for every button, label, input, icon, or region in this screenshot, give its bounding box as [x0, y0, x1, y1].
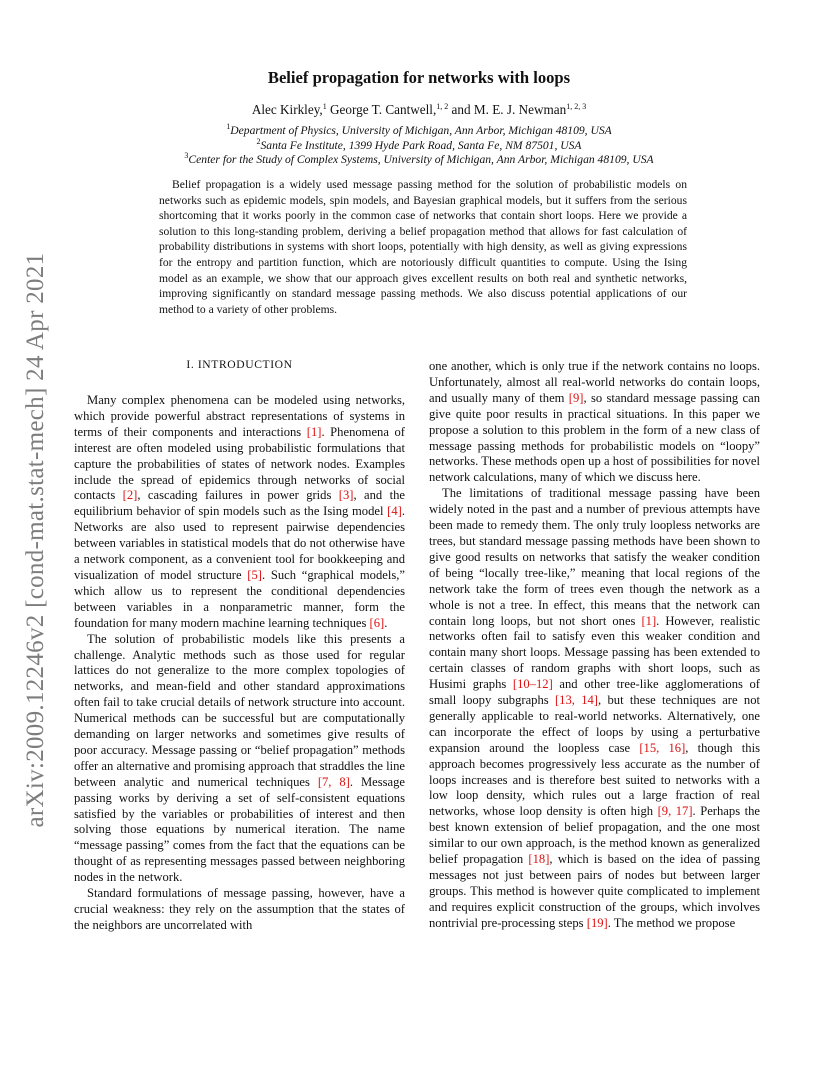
citation-link[interactable]: [18] — [528, 852, 550, 867]
affiliation-1: $^1$Department of Physics, University of Michigan, Ann Arbor, Michigan 48109, USA — [226, 122, 612, 137]
body-paragraph: one another, which is only true if the network contains no loops. Unfortunately, almost all real-world networks do contain loops, and usually many of them [9], so standard message passing can give quite poor results in practical situations. In this paper we propose a solution to this problem in the form of a new class of message passing methods for probabilistic models on “loopy” networks. These methods open up a host of possibilities for novel network calculations, many of which we discuss here. — [429, 359, 760, 485]
arxiv-stamp — [16, 230, 56, 850]
paper-title: Belief propagation for networks with loops — [267, 68, 571, 87]
citation-link[interactable]: [15, 16] — [639, 740, 686, 755]
abstract: Belief propagation is a widely used message passing method for the solution of probabilistic models on networks such as epidemic models, spin models, and Bayesian graphical models, but it suffers from the serious shortcoming that it works poorly in the common case of networks that contain short loops. Here we provide a solution to this long-standing problem, deriving a belief propagation method that allows for fast calculation of probability distributions in systems with short loops, potentially with high density, as well as giving expressions for the entropy and partition function, which are notoriously difficult quantities to compute. Using the Ising model as an example, we show that our approach gives excellent results on both real and synthetic networks, improving significantly on standard message passing methods. We also discuss potential applications of our method to a variety of other problems. — [159, 178, 687, 316]
arxiv-stamp-text: arXiv:2009.12246v2 [cond-mat.stat-mech] 24 Apr 2021 — [22, 252, 49, 828]
author-list — [74, 102, 764, 118]
section-heading-introduction: I. INTRODUCTION — [186, 358, 293, 371]
author-2: George T. Cantwell,$^{1, 2}$ — [330, 102, 449, 117]
citation-link[interactable]: [10–12] — [512, 677, 553, 692]
author-1: Alec Kirkley,$^1$ — [251, 102, 327, 117]
citation-link[interactable]: [9] — [568, 390, 584, 405]
citation-link[interactable]: [1] — [306, 424, 322, 439]
affiliation-2: $^2$Santa Fe Institute, 1399 Hyde Park Road, Santa Fe, NM 87501, USA — [256, 137, 582, 152]
citation-link[interactable]: [7, 8] — [317, 774, 350, 789]
citation-link[interactable]: [2] — [122, 488, 138, 503]
body-paragraph: Many complex phenomena can be modeled using networks, which provide powerful abstract representations of systems in terms of their components and interactions [1]. Phenomena of interest are often modeled using probabilistic formulations that capture the probabilities of states of network nodes. Examples include the spread of epidemics through networks of social contacts [2], cascading failures in power grids [3], and the equilibrium behavior of spin models such as the Ising model [4]. Networks are also used to represent pairwise dependencies between variables in statistical models that do not otherwise have a network component, as a convenient tool for bookkeeping and visualization of model structure [5]. Such “graphical models,” which allow us to represent the conditional dependencies between variables in a nonparametric manner, form the foundation for many modern machine learning techniques [6]. — [74, 393, 406, 630]
left-column — [74, 357, 405, 934]
citation-link[interactable]: [3] — [338, 488, 354, 503]
right-column — [429, 359, 760, 932]
citation-link[interactable]: [5] — [247, 567, 262, 582]
citation-link[interactable]: [9, 17] — [657, 804, 693, 819]
citation-link[interactable]: [19] — [586, 915, 608, 930]
citation-link[interactable]: [1] — [641, 613, 657, 628]
body-paragraph: Standard formulations of message passing, however, have a crucial weakness: they rely on the assumption that the states of the neighbors are uncorrelated with — [74, 886, 405, 932]
citation-link[interactable]: [4] — [387, 504, 402, 519]
citation-link[interactable]: [13, 14] — [554, 693, 599, 708]
citation-link[interactable]: [6] — [369, 615, 385, 630]
body-paragraph: The limitations of traditional message passing have been widely noted in the past and a number of previous attempts have been made to remedy them. The only truly loopless networks are trees, but standard message passing methods have been shown to give good results on networks that satisfy the weaker condition of being “locally tree-like,” meaning that local regions of the network take the form of trees even though the network as a whole is not a tree. In effect, this means that the network can contain long loops, but not short ones [1]. However, realistic networks often fail to satisfy even this weaker condition and contain many short loops. Message passing has been extended to certain classes of random graphs with short loops, such as Husimi graphs [10–12] and other tree-like agglomerations of small loopy subgraphs [13, 14], but these techniques are not generally applicable to real-world networks. Alternatively, one can incorporate the effect of loops by using a perturbative expansion around the loopless case [15, 16], though this approach becomes progressively less accurate as the number of loops increases and is therefore best suited to networks with a low loop density, which rules out a large fraction of real networks, whose loop density is often high [9, 17]. Perhaps the best known extension of belief propagation, and the one most similar to our own approach, is the method known as generalized belief propagation [18], which is based on the idea of passing messages not just between pairs of nodes but between larger groups. This method is however quite complicated to implement and requires explicit construction of the groups, which involves nontrivial pre-processing steps [19]. The method we propose — [429, 486, 760, 930]
affiliation-3: $^3$Center for the Study of Complex Systems, University of Michigan, Ann Arbor, Michigan 48109, USA — [184, 151, 654, 166]
body-paragraph: The solution of probabilistic models like this presents a challenge. Analytic methods such as those used for regular lattices do not generalize to the more complex topologies of networks, and mean-field and other standard approximations often fail to take crucial details of network structure into account. Numerical methods can be successful but are computationally demanding on larger networks and sometimes give results of poor accuracy. Message passing or “belief propagation” methods offer an alternative and promising approach that straddles the line between analytic and numerical techniques [7, 8]. Message passing works by deriving a set of self-consistent equations satisfied by the variables or probabilities of interest and then solving those equations by numerical iteration. The name “message passing” comes from the fact that the equations can be thought of as representing messages passed between neighboring nodes in the network. — [74, 631, 406, 885]
author-3: and M. E. J. Newman$^{1, 2, 3}$ — [451, 102, 587, 117]
